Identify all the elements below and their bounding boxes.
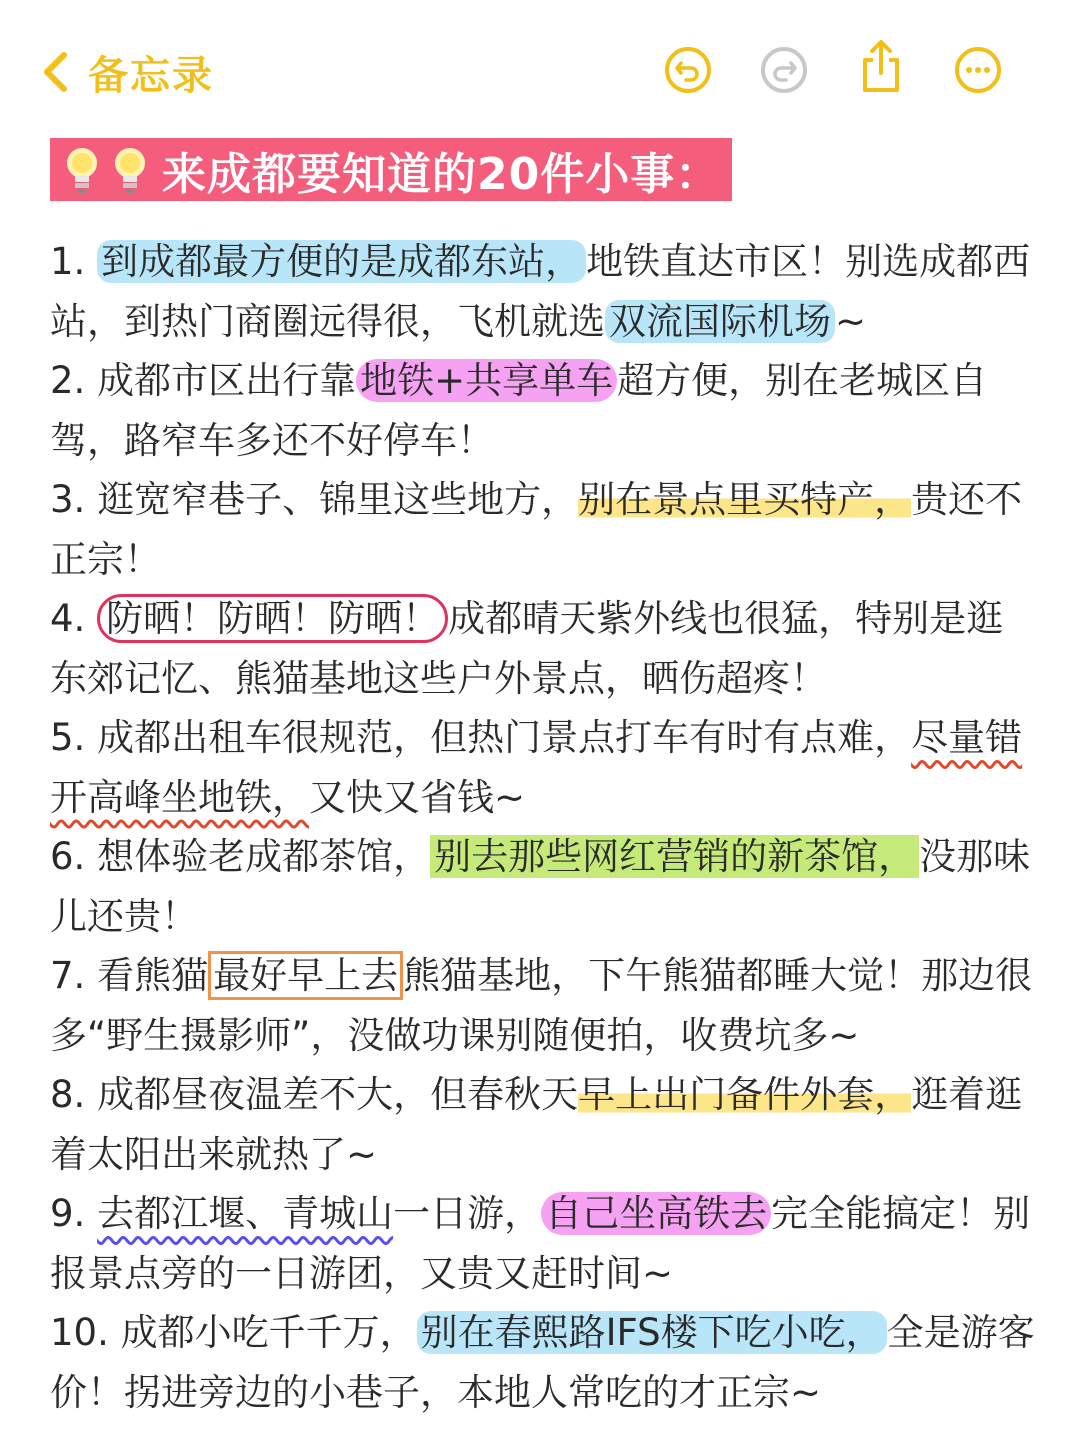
tip-text: ~ (835, 299, 867, 343)
tip-text: 又快又省钱~ (309, 775, 526, 819)
highlighted-text: 去都江堰、青城山 (97, 1192, 394, 1235)
tip-item (50, 708, 1040, 827)
chevron-left-icon (40, 50, 70, 94)
tip-item (50, 470, 1040, 589)
tip-text: 贵还不正宗！ (50, 478, 1023, 581)
tip-number: 4. (50, 597, 98, 640)
tip-number: 9. (50, 1192, 98, 1235)
tip-text: 超方便，别在老城区自驾，路窄车多还不好停车！ (50, 359, 988, 462)
lightbulb-icon (60, 143, 104, 197)
tip-number: 5. (50, 716, 98, 759)
tip-text: 地铁直达市区！别选成都西站，到热门商圈远得很，飞机就选 (50, 240, 1031, 343)
undo-icon (662, 44, 714, 96)
highlighted-text: 早上出门备件外套， (578, 1073, 912, 1116)
tip-number: 3. (50, 478, 98, 521)
tip-item (50, 589, 1040, 708)
tip-text: 成都昼夜温差不大，但春秋天 (97, 1073, 579, 1116)
tip-number: 7. (50, 954, 98, 997)
tip-number: 6. (50, 835, 98, 878)
share-icon (855, 38, 907, 94)
highlighted-text: 别去那些网红营销的新茶馆， (430, 835, 919, 878)
tip-text: 成都市区出行靠 (97, 359, 357, 402)
highlighted-text: 双流国际机场 (605, 300, 835, 343)
note-title-banner (50, 138, 732, 201)
highlighted-text: 别在景点里买特产， (578, 478, 912, 521)
tip-item (50, 351, 1040, 470)
highlighted-text: 到成都最方便的是成都东站， (97, 240, 586, 283)
lightbulb-icon (108, 143, 152, 197)
tip-text: 看熊猫 (97, 954, 209, 997)
tip-number: 10. (50, 1311, 121, 1354)
tip-item (50, 827, 1040, 946)
highlighted-text: 最好早上去 (208, 951, 403, 1000)
tip-text: 成都晴天紫外线也很猛，特别是逛东郊记忆、熊猫基地这些户外景点，晒伤超疼！ (50, 597, 1004, 700)
highlighted-text: 尽量错开高峰坐地铁， (50, 716, 1023, 819)
tip-text: 逛着逛着太阳出来就热了~ (50, 1073, 1023, 1176)
tip-text: 熊猫基地，下午熊猫都睡大觉！那边很多“野生摄影师”，没做功课别随便拍，收费坑多~ (50, 954, 1033, 1057)
note-body[interactable] (50, 232, 1040, 1422)
redo-button[interactable] (758, 44, 810, 96)
redo-icon (758, 44, 810, 96)
tip-text: 没那味儿还贵！ (50, 835, 1031, 938)
share-button[interactable] (855, 38, 907, 90)
back-label: 备忘录 (88, 52, 214, 99)
highlighted-text: 别在春熙路IFS楼下吃小吃， (417, 1311, 887, 1354)
tip-number: 2. (50, 359, 98, 402)
highlighted-text: 地铁+共享单车 (356, 359, 617, 402)
tip-text: 全是游客价！拐进旁边的小巷子，本地人常吃的才正宗~ (50, 1311, 1035, 1414)
tip-text: 成都出租车很规范，但热门景点打车有时有点难， (97, 716, 912, 759)
tip-text: 一日游， (393, 1192, 542, 1235)
tip-item (50, 1303, 1040, 1422)
tip-item (50, 232, 1040, 351)
note-title: 来成都要知道的20件小事： (162, 148, 721, 200)
back-button[interactable] (40, 42, 214, 102)
highlighted-text: 自己坐高铁去 (541, 1192, 771, 1235)
tip-text: 成都小吃千千万， (120, 1311, 417, 1354)
more-icon (952, 44, 1004, 96)
tip-number: 1. (50, 240, 98, 283)
tip-text: 想体验老成都茶馆， (97, 835, 431, 878)
tip-text: 完全能搞定！别报景点旁的一日游团，又贵又赶时间~ (50, 1192, 1031, 1295)
tip-number: 8. (50, 1073, 98, 1116)
tip-item (50, 1184, 1040, 1303)
undo-button[interactable] (662, 44, 714, 96)
top-navigation-bar (0, 0, 1080, 130)
tip-item (50, 946, 1040, 1065)
more-options-button[interactable] (952, 44, 1004, 96)
tip-text: 逛宽窄巷子、锦里这些地方， (97, 478, 579, 521)
highlighted-text: 防晒！防晒！防晒！ (97, 594, 448, 643)
tip-item (50, 1065, 1040, 1184)
